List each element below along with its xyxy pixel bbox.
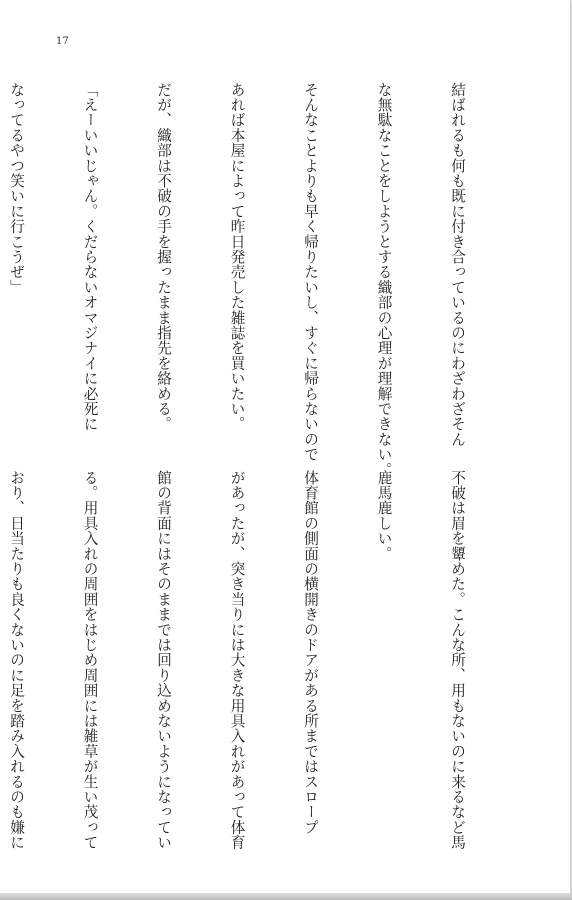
text-column: 鹿馬鹿しい。 bbox=[375, 470, 393, 562]
text-column: る。用具入れの周囲をはじめ周囲には雑草が生い茂って bbox=[81, 470, 99, 850]
text-column: あれば本屋によって昨日発売した雑誌を買いたい。 bbox=[228, 82, 246, 432]
page-number: 17 bbox=[56, 36, 69, 47]
text-column: 館の背面にはそのままでは回り込めないようになってい bbox=[155, 470, 172, 850]
text-column: な無駄なことをしようとする織部の心理が理解できない。 bbox=[375, 82, 393, 478]
text-column: 「えーいいじゃん。くだらないオマジナイに必死に bbox=[81, 82, 99, 432]
text-column: なってるやつ笑いに行こうぜ」 bbox=[8, 82, 25, 295]
text-column: 結ばれるも何も既に付き合っているのにわざわざそん bbox=[449, 82, 466, 447]
lower-text-block bbox=[0, 470, 518, 850]
upper-text-block bbox=[0, 82, 518, 478]
text-column: おり、日当たりも良くないのに足を踏み入れるのも嫌に bbox=[8, 470, 25, 850]
text-column: 不破は眉を顰めた。こんな所、用もないのに来るなど馬 bbox=[449, 470, 466, 850]
text-column: 体育館の側面の横開きのドアがある所まではスロープ bbox=[302, 470, 319, 835]
text-column: そんなことよりも早く帰りたいし、すぐに帰らないので bbox=[302, 82, 319, 462]
text-column: だが、織部は不破の手を握ったまま指先を絡める。 bbox=[155, 82, 172, 432]
bottom-edge-shadow bbox=[0, 893, 572, 900]
text-column: があったが、突き当りには大きな用具入れがあって体育 bbox=[228, 470, 246, 850]
